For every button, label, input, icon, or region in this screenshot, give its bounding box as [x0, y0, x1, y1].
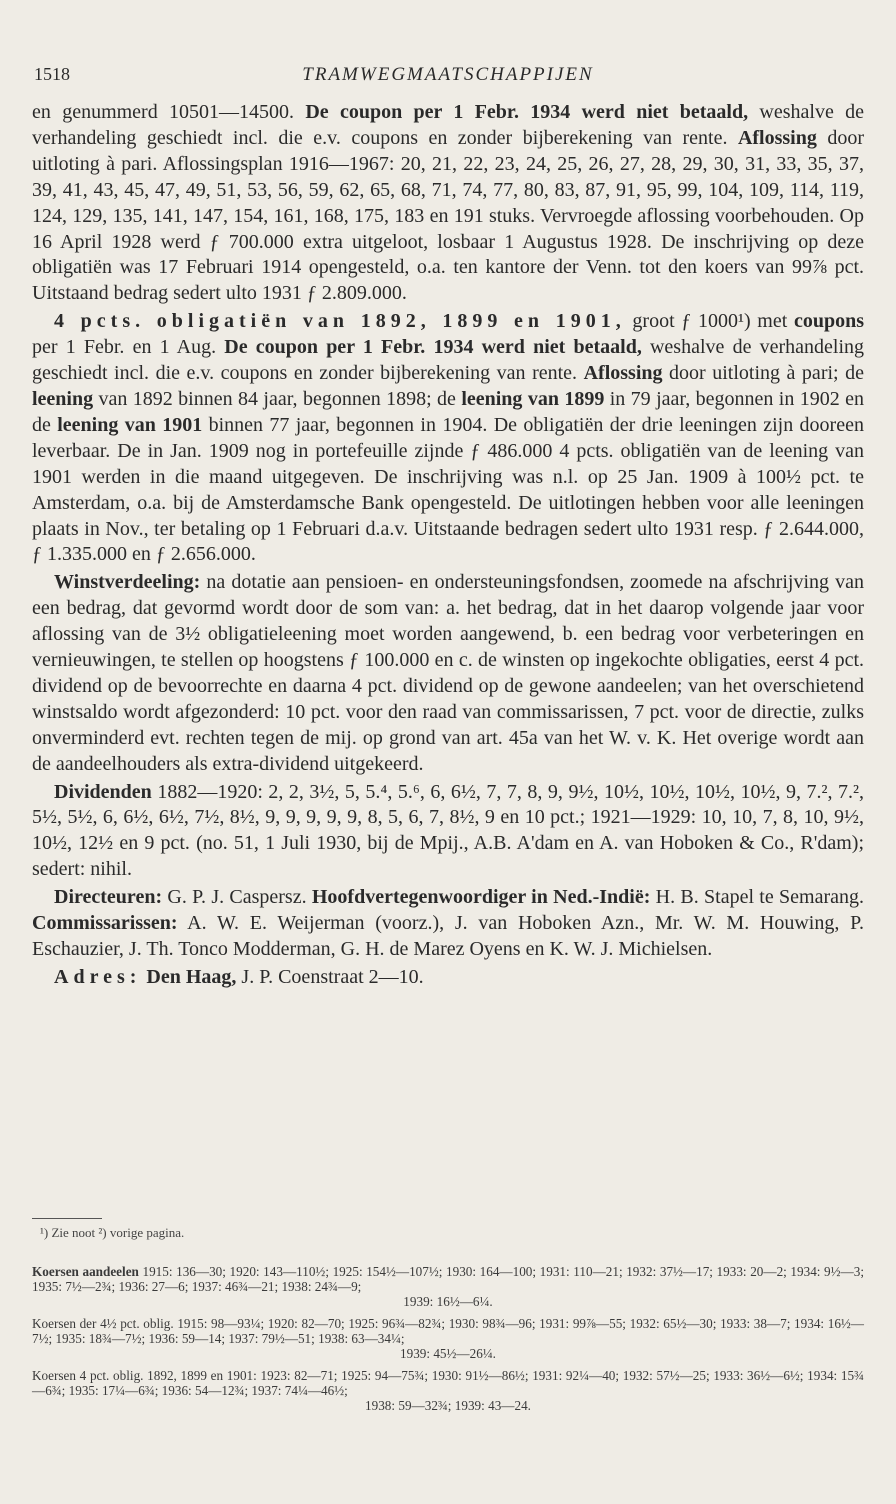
bold-text: De coupon per 1 Febr. 1934 werd niet betaald, [224, 336, 642, 359]
koersen-aandeelen [32, 1264, 864, 1309]
text: na dotatie aan pensioen- en ondersteuningsfondsen, zoomede na afschrijving van een bedrag, dat gevormd wordt door de som van: a. het bedrag, dat in het daarop volgende jaar voor aflossing van de 3½ obligatieleening moet worden aangewend, b. een bedrag voor verbeteringen en vernieuwingen, te stellen op hoogstens ƒ 100.000 en c. de winsten op ingekochte obligaties, eerst 4 pct. dividend op de bevoorrechte en daarna 4 pct. dividend op de gewone aandeelen; van het overschietend winstsaldo wordt afgezonderd: 10 pct. voor den raad van commissarissen, 7 pct. voor de directie, zulks onverminderd evt. rechten tegen de mij. op grond van art. 45a van het W. v. K. Het overige wordt aan de aandeelhouders als extra-dividend uitgekeerd. [32, 571, 864, 775]
bold-text: De coupon per 1 Febr. 1934 werd niet betaald, [305, 101, 749, 123]
text: 1882—1920: 2, 2, 3½, 5, 5.⁴, 5.⁶, 6, 6½, 7, 7, 8, 9, 9½, 10½, 10½, 10½, 10½, 9, 7.², 7.², 5½, 5½, 6, 6½, 6½, 7½, 8½, 9, 9, 9, 9, 9, 8, 5, 6, 7, 8½, 9 en 10 pct.; 1921—1929: 10, 10, 7, 8, 10, 9½, 10½, 12½ en 9 pct. (no. 51, 1 Juli 1930, bij de Mpij., A.B. A'dam en A. van Hoboken & Co., R'dam); sedert: nihil. [32, 780, 864, 881]
bold-text: Den Haag, [141, 965, 237, 988]
paragraph-directeuren [32, 885, 864, 963]
text: 1939: 45½—26¼. [400, 1346, 496, 1361]
text: 1915: 136—30; 1920: 143—110½; 1925: 154½—107½; 1930: 164—100; 1931: 110—21; 1932: 37½—17; 1933: 20—2; 1934: 9½—3; 1935: 7½—2¾; 1936: 27—6; 1937: 46¾—21; 1938: 24¾—9; [32, 1264, 864, 1294]
paragraph-coupon-aflossing [32, 100, 864, 307]
bold-text: leening [32, 387, 94, 410]
bold-text: Commissarissen: [32, 912, 178, 935]
section-heading: Dividenden [54, 780, 152, 803]
text: Koersen 4 pct. oblig. 1892, 1899 en 1901: 1923: 82—71; 1925: 94—75¾; 1930: 91½—86½; 1931: 92¼—40; 1932: 57½—25; 1933: 36½—6½; 1934: 15¾—6¾; 1935: 17¼—6¾; 1936: 54—12¾; 1937: 74¼—46½; [32, 1368, 864, 1398]
koersen-block [32, 1264, 864, 1420]
text: en genummerd 10501—14500. [32, 101, 306, 123]
bold-text: leening van 1899 [461, 387, 605, 410]
paragraph-adres [32, 965, 864, 991]
text: door uitloting à pari; de [662, 362, 864, 385]
text: door uitloting à pari. Aflossingsplan 1916—1967: 20, 21, 22, 23, 24, 25, 26, 27, 28, 29, 30, 31, 33, 35, 37, 39, 41, 43, 45, 47, 49, 51, 53, 56, 59, 62, 65, 68, 71, 74, 77, 80, 83, 87, 91, 95, 99, 104, 109, 114, 119, 124, 129, 135, 141, 147, 154, 161, 168, 175, 183 en 191 stuks. Vervroegde aflossing voorbehouden. Op 16 April 1928 werd ƒ 700.000 extra uitgeloot, losbaar 1 Augustus 1928. De inschrijving op deze obligatiën was 17 Februari 1914 opengesteld, o.a. ten kantore der Venn. tot den koers van 99⅞ pct. Uitstaand bedrag sedert ulto 1931 ƒ 2.809.000. [32, 126, 864, 305]
text: van 1892 binnen 84 jaar, begonnen 1898; de [93, 387, 462, 410]
page-number: 1518 [34, 64, 70, 84]
koersen-oblig-4 [32, 1368, 864, 1413]
article-body [32, 100, 864, 991]
bold-text: Aflossing [583, 362, 663, 385]
bold-text: Hoofdvertegenwoordiger in Ned.-Indië: [311, 886, 651, 909]
running-title: TRAMWEGMAATSCHAPPIJEN [302, 64, 594, 85]
bold-text: coupons [793, 310, 864, 333]
bold-text: Aflossing [737, 126, 817, 149]
text: groot ƒ 1000¹) met [625, 310, 794, 333]
section-heading: Directeuren: [54, 886, 163, 909]
text: 1939: 16½—6¼. [403, 1294, 493, 1309]
text: J. P. Coenstraat 2—10. [236, 965, 424, 988]
footnote: ¹) Zie noot ²) vorige pagina. [40, 1225, 185, 1240]
text: Koersen der 4½ pct. oblig. 1915: 98—93¼; 1920: 82—70; 1925: 96¾—82¾; 1930: 98¾—96; 1931: 99⅞—55; 1932: 65½—30; 1933: 38—7; 1934: 16½—7½; 1935: 18¾—7½; 1936: 59—14; 1937: 79½—51; 1938: 63—34¼; [32, 1316, 864, 1346]
paragraph-obligaties [32, 309, 864, 568]
section-heading: Adres: [54, 965, 142, 988]
paragraph-winstverdeeling [32, 570, 864, 777]
text: in 79 jaar, begonnen in 1902 en de [32, 387, 864, 436]
text: H. B. Stapel te Semarang. [650, 886, 864, 909]
bold-text: Koersen aandeelen [32, 1264, 139, 1279]
section-heading: 4 pcts. obligatiën van 1892, 1899 en 1901, [54, 310, 626, 333]
text: per 1 Febr. en 1 Aug. [32, 336, 225, 359]
section-heading: Winstverdeeling: [54, 571, 201, 594]
bold-text: leening van 1901 [57, 413, 203, 436]
text: 1938: 59—32¾; 1939: 43—24. [365, 1398, 531, 1413]
koersen-oblig-4half [32, 1316, 864, 1361]
text: weshalve de verhandeling geschiedt incl. die e.v. coupons en zonder bijberekening van rente. [32, 101, 865, 149]
text: G. P. J. Caspersz. [162, 886, 312, 909]
text: weshalve de verhandeling geschiedt incl. die e.v. coupons en zonder bijberekening van rente. [32, 336, 865, 385]
text: A. W. E. Weijerman (voorz.), J. van Hoboken Azn., Mr. W. M. Houwing, P. Eschauzier, J. Th. Tonco Modderman, G. H. de Marez Oyens en K. W. J. Michielsen. [32, 912, 864, 960]
page-header [32, 64, 864, 88]
text: binnen 77 jaar, begonnen in 1904. De obligatiën der drie leeningen zijn dooreen leverbaar. De in Jan. 1909 nog in portefeuille zijnde ƒ 486.000 4 pcts. obligatiën van de leening van 1901 werden in die maand uitgegeven. De inschrijving was n.l. op 25 Jan. 1909 à 100½ pct. te Amsterdam, o.a. bij de Amsterdamsche Bank opengesteld. De uitlotingen hebben voor alle leeningen plaats in Nov., ter betaling op 1 Februari d.a.v. Uitstaande bedragen sedert ulto 1931 resp. ƒ 2.644.000, ƒ 1.335.000 en ƒ 2.656.000. [32, 413, 864, 566]
paragraph-dividenden [32, 780, 864, 884]
footnote-rule [32, 1218, 102, 1219]
